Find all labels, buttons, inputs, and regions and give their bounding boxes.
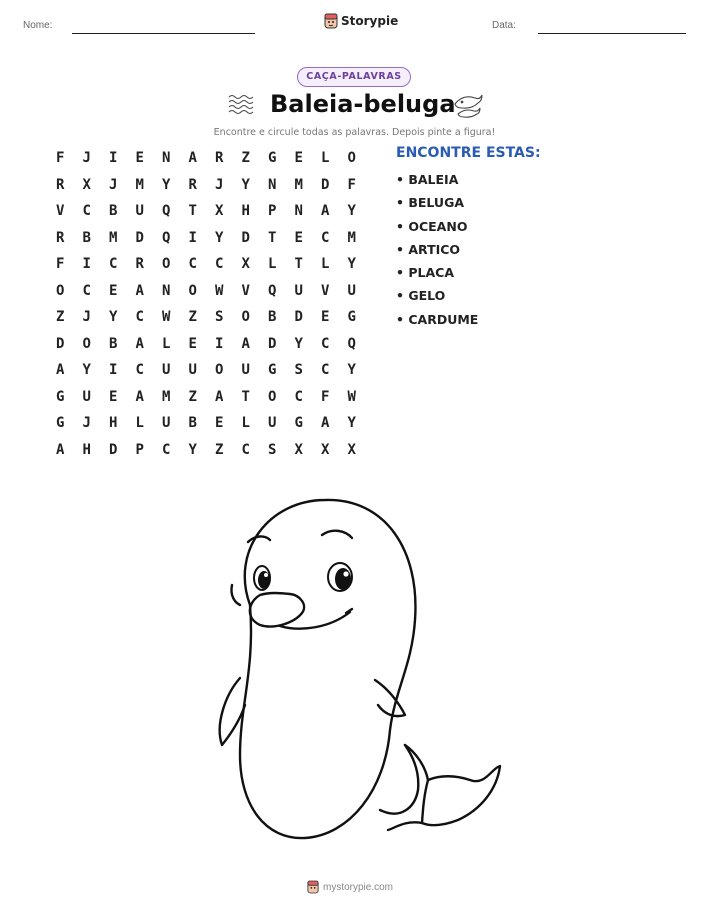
grid-letter[interactable]: I xyxy=(188,229,197,246)
grid-row xyxy=(47,225,365,252)
grid-letter[interactable]: T xyxy=(294,256,303,273)
grid-row xyxy=(47,410,365,437)
grid-row xyxy=(47,384,365,411)
grid-letter[interactable]: Y xyxy=(347,256,356,273)
word-item: • PLACA xyxy=(396,265,454,281)
name-line[interactable] xyxy=(72,33,255,34)
word-item: • GELO xyxy=(396,288,446,304)
grid-row xyxy=(47,437,365,464)
grid-letter[interactable]: H xyxy=(82,441,91,458)
grid-letter[interactable]: L xyxy=(135,415,144,432)
grid-letter[interactable]: O xyxy=(347,150,356,167)
grid-letter[interactable]: G xyxy=(268,362,277,379)
grid-letter[interactable]: U xyxy=(135,203,144,220)
grid-letter[interactable]: U xyxy=(268,415,277,432)
instructions: Encontre e circule todas as palavras. Depois pinte a figura! xyxy=(213,127,496,138)
grid-letter[interactable]: Z xyxy=(241,150,250,167)
grid-letter[interactable]: B xyxy=(109,335,118,352)
grid-letter[interactable]: B xyxy=(188,415,197,432)
grid-letter[interactable]: Q xyxy=(268,282,277,299)
ice-waves-icon xyxy=(227,93,257,117)
grid-letter[interactable]: M xyxy=(294,176,303,193)
grid-letter[interactable]: D xyxy=(268,335,277,352)
grid-letter[interactable]: F xyxy=(56,150,65,167)
grid-letter[interactable]: Y xyxy=(294,335,303,352)
grid-letter[interactable]: C xyxy=(215,256,224,273)
grid-row xyxy=(47,251,365,278)
grid-letter[interactable]: O xyxy=(188,282,197,299)
grid-letter[interactable]: R xyxy=(215,150,224,167)
grid-letter[interactable]: X xyxy=(241,256,250,273)
grid-letter[interactable]: G xyxy=(56,388,65,405)
grid-letter[interactable]: C xyxy=(188,256,197,273)
grid-letter[interactable]: C xyxy=(321,229,330,246)
grid-letter[interactable]: C xyxy=(135,309,144,326)
word-item: • OCEANO xyxy=(396,218,468,234)
grid-letter[interactable]: X xyxy=(82,176,91,193)
grid-letter[interactable]: V xyxy=(241,282,250,299)
name-label: Nome: xyxy=(23,20,53,31)
grid-letter[interactable]: F xyxy=(56,256,65,273)
grid-letter[interactable]: Q xyxy=(162,203,171,220)
grid-letter[interactable]: O xyxy=(162,256,171,273)
grid-row xyxy=(47,278,365,305)
grid-letter[interactable]: B xyxy=(109,203,118,220)
grid-letter[interactable]: X xyxy=(347,441,356,458)
grid-letter[interactable]: L xyxy=(268,256,277,273)
grid-letter[interactable]: I xyxy=(215,335,224,352)
grid-letter[interactable]: Q xyxy=(347,335,356,352)
grid-letter[interactable]: C xyxy=(241,441,250,458)
grid-letter[interactable]: A xyxy=(135,335,144,352)
grid-letter[interactable]: Y xyxy=(82,362,91,379)
grid-letter[interactable]: O xyxy=(82,335,91,352)
grid-row xyxy=(47,172,365,199)
grid-letter[interactable]: B xyxy=(82,229,91,246)
grid-letter[interactable]: E xyxy=(135,150,144,167)
grid-letter[interactable]: F xyxy=(347,176,356,193)
grid-letter[interactable]: S xyxy=(268,441,277,458)
grid-letter[interactable]: U xyxy=(294,282,303,299)
find-list-title: ENCONTRE ESTAS: xyxy=(396,145,541,161)
word-search-grid[interactable] xyxy=(47,145,365,463)
word-list xyxy=(396,172,478,335)
grid-letter[interactable]: C xyxy=(82,282,91,299)
grid-letter[interactable]: R xyxy=(56,229,65,246)
grid-letter[interactable]: A xyxy=(215,388,224,405)
grid-letter[interactable]: P xyxy=(268,203,277,220)
grid-letter[interactable]: W xyxy=(347,388,356,405)
grid-letter[interactable]: C xyxy=(109,256,118,273)
grid-letter[interactable]: R xyxy=(188,176,197,193)
grid-letter[interactable]: T xyxy=(241,388,250,405)
grid-letter[interactable]: O xyxy=(56,282,65,299)
grid-letter[interactable]: X xyxy=(321,441,330,458)
grid-letter[interactable]: A xyxy=(135,282,144,299)
grid-letter[interactable]: T xyxy=(268,229,277,246)
grid-letter[interactable]: I xyxy=(109,362,118,379)
grid-letter[interactable]: G xyxy=(56,415,65,432)
grid-letter[interactable]: Z xyxy=(188,388,197,405)
grid-letter[interactable]: U xyxy=(82,388,91,405)
grid-letter[interactable]: H xyxy=(109,415,118,432)
grid-letter[interactable]: A xyxy=(321,203,330,220)
date-line[interactable] xyxy=(538,33,686,34)
grid-letter[interactable]: Z xyxy=(56,309,65,326)
grid-letter[interactable]: E xyxy=(294,150,303,167)
grid-row xyxy=(47,304,365,331)
grid-letter[interactable]: D xyxy=(294,309,303,326)
grid-letter[interactable]: Y xyxy=(109,309,118,326)
grid-letter[interactable]: F xyxy=(321,388,330,405)
grid-letter[interactable]: V xyxy=(56,203,65,220)
grid-row xyxy=(47,331,365,358)
grid-letter[interactable]: D xyxy=(241,229,250,246)
grid-letter[interactable]: M xyxy=(109,229,118,246)
grid-letter[interactable]: I xyxy=(109,150,118,167)
grid-letter[interactable]: B xyxy=(268,309,277,326)
grid-letter[interactable]: H xyxy=(241,203,250,220)
grid-letter[interactable]: X xyxy=(215,203,224,220)
grid-letter[interactable]: O xyxy=(215,362,224,379)
grid-letter[interactable]: W xyxy=(215,282,224,299)
grid-letter[interactable]: J xyxy=(215,176,224,193)
grid-letter[interactable]: U xyxy=(241,362,250,379)
grid-row xyxy=(47,357,365,384)
grid-letter[interactable]: A xyxy=(56,441,65,458)
grid-letter[interactable]: L xyxy=(321,150,330,167)
storypie-mascot-icon xyxy=(324,13,338,29)
grid-letter[interactable]: Y xyxy=(347,203,356,220)
grid-letter[interactable]: A xyxy=(188,150,197,167)
grid-letter[interactable]: I xyxy=(82,256,91,273)
grid-letter[interactable]: G xyxy=(268,150,277,167)
word-item: • BELUGA xyxy=(396,195,465,211)
footer-url[interactable]: mystorypie.com xyxy=(323,881,394,893)
storypie-mascot-icon xyxy=(307,880,319,894)
grid-letter[interactable]: L xyxy=(162,335,171,352)
grid-letter[interactable]: J xyxy=(82,309,91,326)
word-item: • CARDUME xyxy=(396,311,479,327)
grid-letter[interactable]: U xyxy=(162,415,171,432)
grid-letter[interactable]: Y xyxy=(215,229,224,246)
beluga-coloring-illustration[interactable] xyxy=(200,490,510,860)
grid-letter[interactable]: M xyxy=(135,176,144,193)
grid-letter[interactable]: C xyxy=(294,388,303,405)
worksheet-type-badge: CAÇA-PALAVRAS xyxy=(297,67,411,87)
grid-letter[interactable]: Q xyxy=(162,229,171,246)
grid-letter[interactable]: C xyxy=(321,362,330,379)
grid-letter[interactable]: E xyxy=(294,229,303,246)
grid-letter[interactable]: E xyxy=(188,335,197,352)
grid-letter[interactable]: A xyxy=(321,415,330,432)
word-item: • BALEIA xyxy=(396,172,459,187)
grid-letter[interactable]: E xyxy=(215,415,224,432)
grid-letter[interactable]: R xyxy=(56,176,65,193)
grid-letter[interactable]: Z xyxy=(215,441,224,458)
grid-letter[interactable]: P xyxy=(135,441,144,458)
grid-letter[interactable]: C xyxy=(82,203,91,220)
grid-letter[interactable]: O xyxy=(268,388,277,405)
grid-letter[interactable]: W xyxy=(162,309,171,326)
grid-letter[interactable]: M xyxy=(162,388,171,405)
word-item: • ARTICO xyxy=(396,241,461,257)
grid-letter[interactable]: D xyxy=(135,229,144,246)
grid-letter[interactable]: E xyxy=(109,282,118,299)
grid-letter[interactable]: J xyxy=(109,176,118,193)
grid-letter[interactable]: D xyxy=(56,335,65,352)
grid-letter[interactable]: Y xyxy=(188,441,197,458)
grid-row xyxy=(47,198,365,225)
grid-letter[interactable]: O xyxy=(241,309,250,326)
grid-letter[interactable]: N xyxy=(268,176,277,193)
grid-letter[interactable]: V xyxy=(321,282,330,299)
grid-letter[interactable]: A xyxy=(241,335,250,352)
grid-letter[interactable]: Y xyxy=(347,362,356,379)
grid-letter[interactable]: L xyxy=(321,256,330,273)
grid-letter[interactable]: E xyxy=(321,309,330,326)
grid-letter[interactable]: R xyxy=(135,256,144,273)
grid-letter[interactable]: C xyxy=(162,441,171,458)
grid-letter[interactable]: N xyxy=(162,150,171,167)
footer xyxy=(307,880,393,894)
grid-letter[interactable]: Y xyxy=(241,176,250,193)
grid-letter[interactable]: Z xyxy=(188,309,197,326)
grid-letter[interactable]: C xyxy=(135,362,144,379)
grid-row xyxy=(47,145,365,172)
grid-letter[interactable]: D xyxy=(109,441,118,458)
grid-letter[interactable]: E xyxy=(109,388,118,405)
grid-letter[interactable]: J xyxy=(82,415,91,432)
grid-letter[interactable]: M xyxy=(347,229,356,246)
grid-letter[interactable]: A xyxy=(135,388,144,405)
grid-letter[interactable]: G xyxy=(347,309,356,326)
grid-letter[interactable]: A xyxy=(56,362,65,379)
grid-letter[interactable]: G xyxy=(294,415,303,432)
page-title: Baleia-beluga xyxy=(270,90,456,118)
brand-logo xyxy=(324,13,398,29)
grid-letter[interactable]: N xyxy=(162,282,171,299)
grid-letter[interactable]: X xyxy=(294,441,303,458)
grid-letter[interactable]: S xyxy=(215,309,224,326)
whales-icon xyxy=(452,90,486,120)
grid-letter[interactable]: N xyxy=(294,203,303,220)
grid-letter[interactable]: C xyxy=(321,335,330,352)
brand-name: Storypie xyxy=(341,14,399,28)
grid-letter[interactable]: U xyxy=(162,362,171,379)
grid-letter[interactable]: Y xyxy=(162,176,171,193)
grid-letter[interactable]: T xyxy=(188,203,197,220)
grid-letter[interactable]: Y xyxy=(347,415,356,432)
grid-letter[interactable]: L xyxy=(241,415,250,432)
grid-letter[interactable]: S xyxy=(294,362,303,379)
grid-letter[interactable]: U xyxy=(347,282,356,299)
grid-letter[interactable]: U xyxy=(188,362,197,379)
grid-letter[interactable]: D xyxy=(321,176,330,193)
grid-letter[interactable]: J xyxy=(82,150,91,167)
date-label: Data: xyxy=(492,20,516,31)
